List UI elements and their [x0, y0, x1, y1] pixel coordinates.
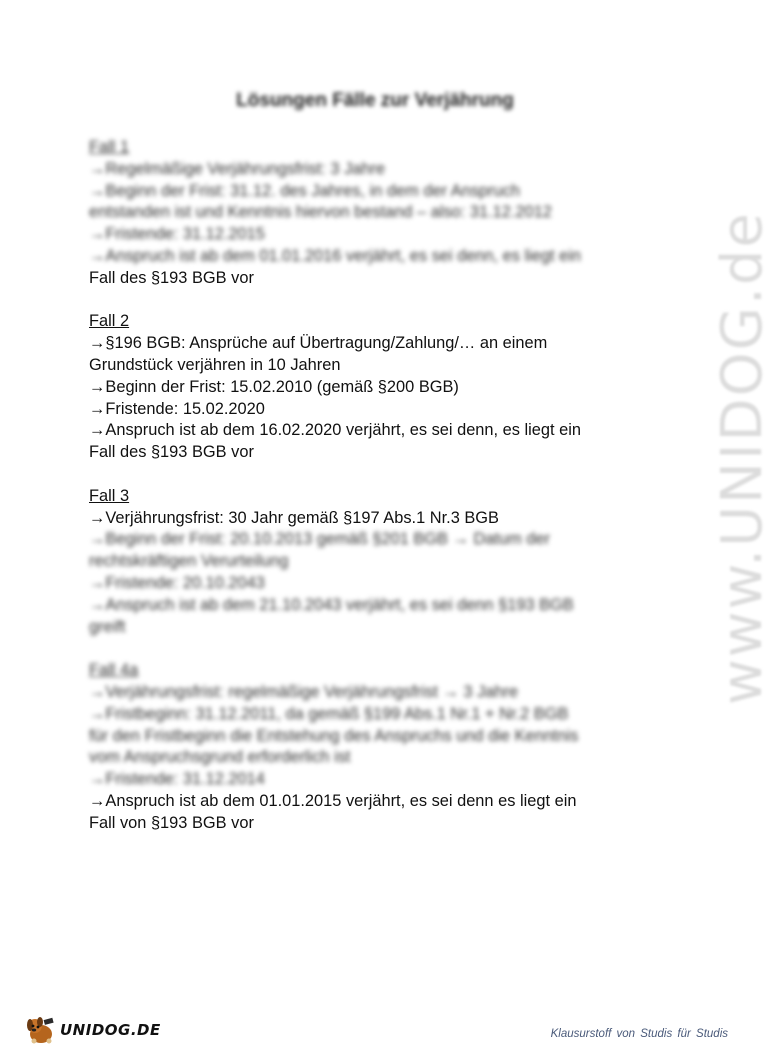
case-line: →§196 BGB: Ansprüche auf Übertragung/Zahlung/… an einem	[89, 334, 548, 353]
page-title: Lösungen Fälle zur Verjährung	[236, 90, 514, 111]
case-heading: Fall 1	[89, 138, 130, 156]
case-line: →Verjährungsfrist: regelmäßige Verjährungsfrist → 3 Jahre	[89, 682, 519, 701]
case-heading: Fall 2	[89, 312, 130, 331]
case-line: →Fristende: 20.10.2043	[89, 573, 265, 592]
case-section	[89, 486, 669, 639]
case-line: →Regelmäßige Verjährungsfrist: 3 Jahre	[89, 159, 386, 178]
case-line: →Anspruch ist ab dem 01.01.2016 verjährt, es sei denn, es liegt ein	[89, 246, 582, 265]
case-line: →Anspruch ist ab dem 21.10.2043 verjährt, es sei denn §193 BGB	[89, 595, 574, 614]
case-line: vom Anspruchsgrund erforderlich ist	[89, 748, 351, 767]
footer-logo[interactable]	[24, 1012, 161, 1048]
case-section	[89, 311, 669, 464]
case-section	[89, 137, 669, 290]
case-line: entstanden ist und Kenntnis hiervon bestand – also: 31.12.2012	[89, 203, 552, 222]
case-line: →Fristbeginn: 31.12.2011, da gemäß §199 Abs.1 Nr.1 + Nr.2 BGB	[89, 704, 569, 723]
case-line: Fall des §193 BGB vor	[89, 443, 254, 462]
dog-mascot-icon	[24, 1013, 58, 1047]
watermark: www.UNIDOG.de	[710, 211, 775, 705]
case-line: Fall von §193 BGB vor	[89, 813, 254, 832]
case-line: →Beginn der Frist: 20.10.2013 gemäß §201 BGB → Datum der	[89, 530, 550, 549]
case-heading: Fall 3	[89, 486, 130, 505]
case-line: →Fristende: 31.12.2014	[89, 770, 265, 789]
footer-tagline: Klausurstoff von Studis für Studis	[550, 1028, 728, 1040]
logo-text: UNIDOG.DE	[60, 1021, 161, 1039]
case-line: →Beginn der Frist: 15.02.2010 (gemäß §200 BGB)	[89, 377, 459, 396]
case-line: →Beginn der Frist: 31.12. des Jahres, in dem der Anspruch	[89, 181, 520, 200]
case-line: Fall des §193 BGB vor	[89, 268, 254, 287]
case-section	[89, 660, 669, 834]
case-line: →Anspruch ist ab dem 16.02.2020 verjährt, es sei denn, es liegt ein	[89, 421, 582, 440]
document-body	[89, 137, 669, 856]
case-heading: Fall 4a	[89, 661, 139, 680]
case-line: →Verjährungsfrist: 30 Jahr gemäß §197 Abs.1 Nr.3 BGB	[89, 508, 499, 527]
case-line: greift	[89, 617, 126, 636]
case-line: Grundstück verjähren in 10 Jahren	[89, 355, 341, 374]
case-line: rechtskräftigen Verurteilung	[89, 552, 289, 571]
case-line: →Fristende: 31.12.2015	[89, 225, 265, 244]
case-line: →Anspruch ist ab dem 01.01.2015 verjährt, es sei denn es liegt ein	[89, 791, 577, 810]
case-line: →Fristende: 15.02.2020	[89, 399, 265, 418]
case-line: für den Fristbeginn die Entstehung des Anspruchs und die Kenntnis	[89, 726, 579, 745]
